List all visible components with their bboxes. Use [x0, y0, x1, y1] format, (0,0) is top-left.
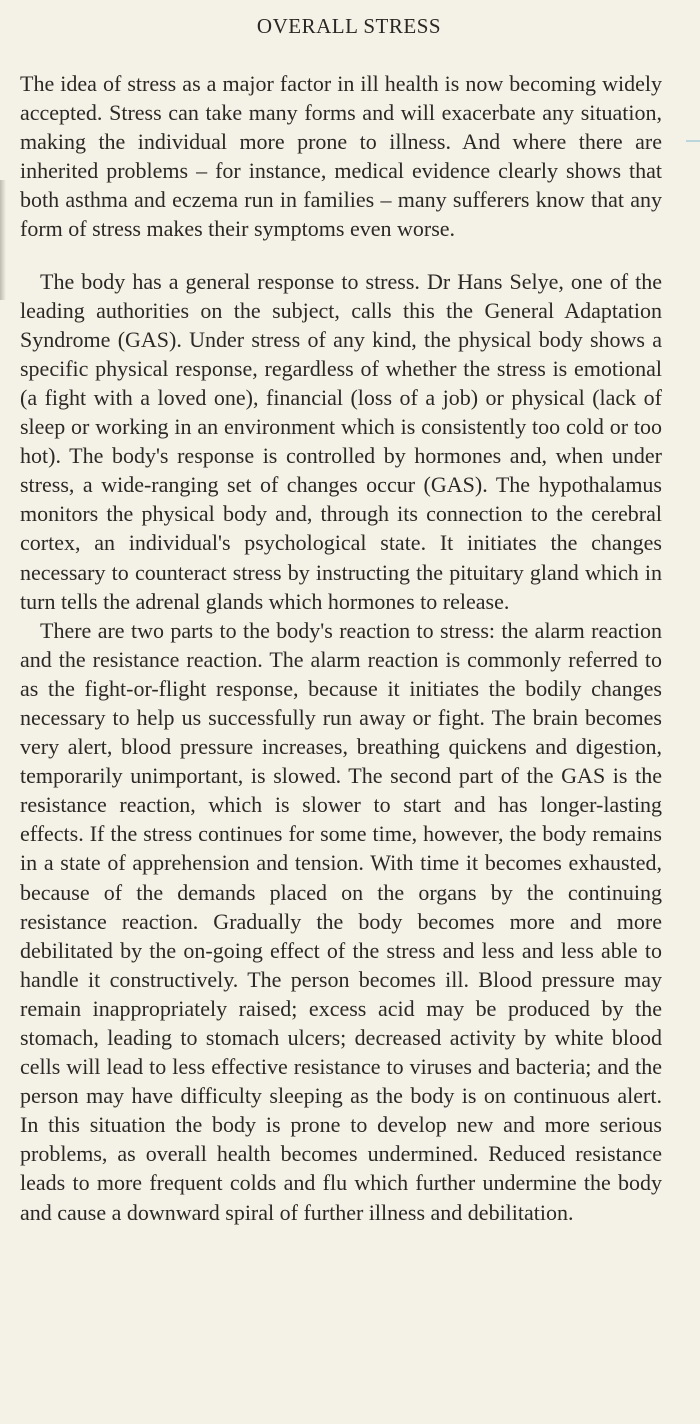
paragraph-3: There are two parts to the body's reaction to stress: the alarm reaction and the resistance reaction. The alarm reaction is commonly referred to as the fight-or-flight response, because it initiates the bodily changes necessary to help us successfully run away or fight. The brain becomes very alert, blood pressure increases, breathing quickens and digestion, temporarily unimportant, is slowed. The second part of the GAS is the resistance reaction, which is slower to start and has longer-lasting effects. If the stress continues for some time, however, the body remains in a state of apprehension and tension. With time it becomes exhausted, because of the demands placed on the organs by the continuing resistance reaction. Gradually the body becomes more and more debilitated by the on-going effect of the stress and less and less able to handle it constructively. The person becomes ill. Blood pressure may remain inappropriately raised; excess acid may be produced by the stomach, leading to stomach ulcers; decreased activity by white blood cells will lead to less effective resistance to viruses and bacteria; and the person may have difficulty sleeping as the body is on continuous alert. In this situation the body is prone to develop new and more serious problems, as overall health becomes undermined. Reduced resistance leads to more frequent colds and flu which further undermine the body and cause a downward spiral of further illness and debilitation.	[20, 617, 662, 1225]
paragraph-1: The idea of stress as a major factor in ill health is now becoming widely accepted. Stress can take many forms and will exacerbate any situation, making the individual more prone to illness. And where there are inherited problems – for instance, medical evidence clearly shows that both asthma and eczema run in families – many sufferers know that any form of stress makes their symptoms even worse.	[20, 71, 662, 242]
page-title: OVERALL STRESS	[256, 14, 442, 38]
paragraph-2: The body has a general response to stress. Dr Hans Selye, one of the leading authorities on the subject, calls this the General Adaptation Syndrome (GAS). Under stress of any kind, the physical body shows a specific physical response, regardless of whether the stress is emotional (a fight with a loved one), financial (loss of a job) or physical (lack of sleep or working in an environment which is consistently too cold or too hot). The body's response is controlled by hormones and, when under stress, a wide-ranging set of changes occur (GAS). The hypothalamus monitors the physical body and, through its connection to the cerebral cortex, an individual's psychological state. It initiates the changes necessary to counteract stress by instructing the pituitary gland which in turn tells the adrenal glands which hormones to release.	[20, 268, 662, 614]
